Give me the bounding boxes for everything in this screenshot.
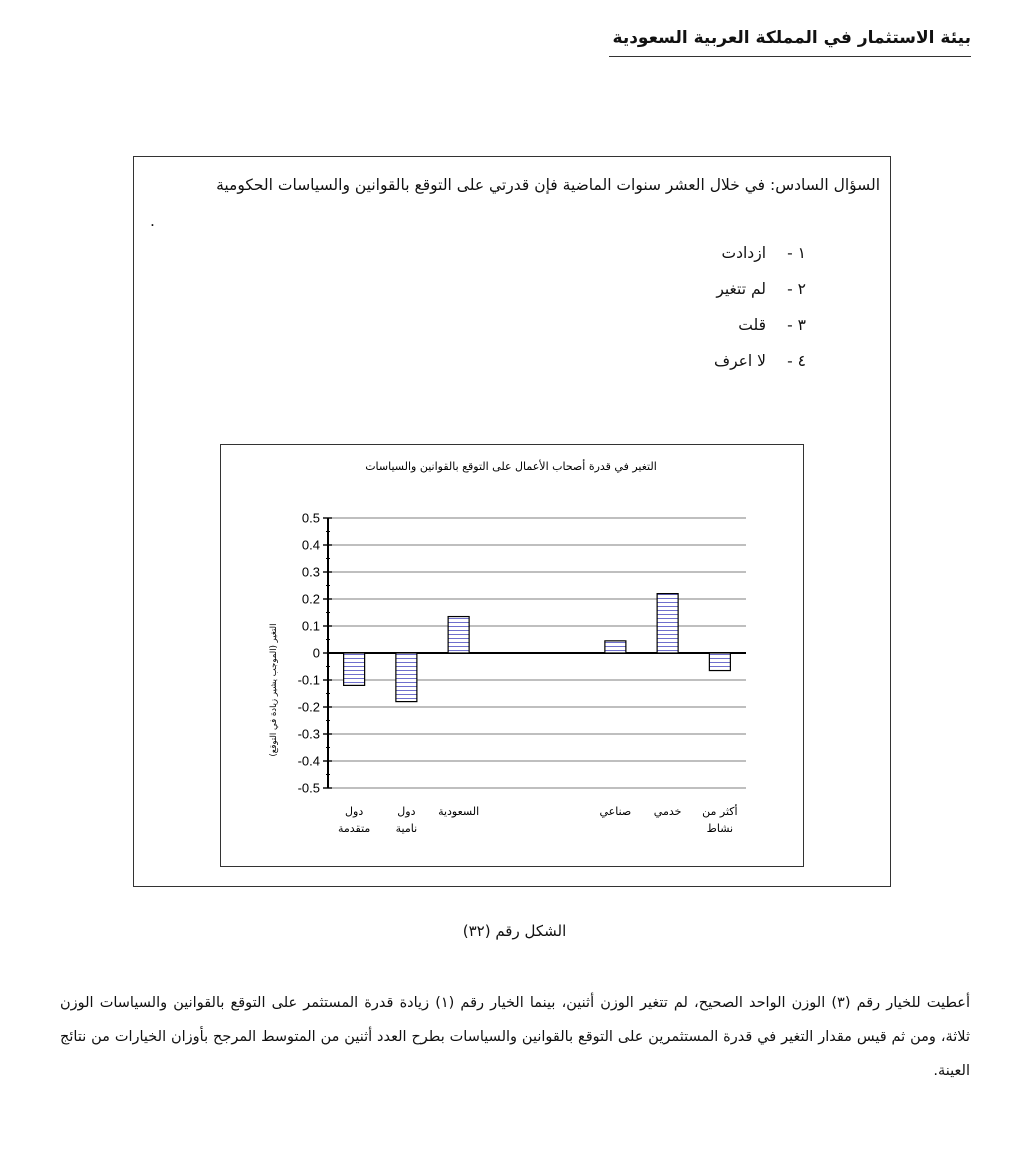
x-category-label: دول	[397, 805, 416, 818]
y-tick-label: -0.2	[297, 699, 320, 715]
option-label: لا اعرف	[714, 352, 766, 370]
x-category-label: صناعي	[599, 805, 632, 818]
y-tick-label: -0.4	[297, 753, 320, 769]
option-4	[646, 343, 806, 379]
option-number: ٤ -	[787, 352, 806, 370]
bar	[344, 653, 365, 685]
page-header-title: بيئة الاستثمار في المملكة العربية السعودية	[609, 28, 971, 57]
bar	[396, 653, 417, 702]
y-tick-label: 0.4	[301, 537, 320, 553]
option-1	[646, 235, 806, 271]
option-label: قلت	[738, 316, 766, 334]
option-number: ١ -	[787, 244, 806, 262]
option-number: ٢ -	[787, 280, 806, 298]
y-tick-label: 0.3	[301, 564, 320, 580]
y-tick-label: 0.1	[301, 618, 320, 634]
figure-caption: الشكل رقم (٣٢)	[462, 922, 567, 940]
bar-chart	[220, 444, 804, 867]
y-tick-label: 0.2	[301, 591, 320, 607]
x-category-label: نامية	[395, 822, 418, 835]
x-category-label: خدمي	[653, 805, 682, 818]
option-2	[646, 271, 806, 307]
body-paragraph: أعطيت للخيار رقم (٣) الوزن الواحد الصحيح، لم تتغير الوزن أثنين، بينما الخيار رقم (١) زيادة قدرة المستثمر على التوقع بالقوانين والسياسات الوزن ثلاثة، ومن ثم قيس مقدار التغير في قدرة المستثمرين على التوقع بالقوانين والسياسات بطرح العدد أثنين من المتوسط المرجح بأوزان الخيارات من نتائج العينة.	[60, 995, 970, 1079]
chart-svg	[221, 445, 802, 865]
question-box	[133, 156, 891, 887]
y-tick-label: -0.3	[297, 726, 320, 742]
bar	[709, 653, 730, 671]
y-tick-label: 0	[312, 645, 320, 661]
option-label: لم تتغير	[716, 280, 766, 298]
y-tick-label: -0.5	[297, 780, 320, 796]
question-trailing: .	[150, 212, 155, 230]
option-3	[646, 307, 806, 343]
chart-title: التغير في قدرة أصحاب الأعمال على التوقع بالقوانين والسياسات	[365, 460, 657, 473]
bar	[448, 617, 469, 653]
y-tick-label: -0.1	[297, 672, 320, 688]
x-category-label: نشاط	[706, 822, 734, 835]
bar	[605, 641, 626, 653]
chart-y-axis-label: التغير (الموجب يشير زيادة في التوقع)	[269, 623, 279, 757]
question-text	[150, 167, 880, 239]
answer-options	[646, 235, 806, 379]
x-category-label: متقدمة	[337, 822, 371, 835]
question-line: السؤال السادس: في خلال العشر سنوات الماضية فإن قدرتي على التوقع بالقوانين والسياسات الحكومية	[216, 176, 880, 194]
bar	[657, 594, 678, 653]
x-category-label: دول	[345, 805, 364, 818]
option-label: ازدادت	[721, 244, 766, 262]
x-category-label: السعودية	[438, 805, 480, 818]
option-number: ٣ -	[787, 316, 806, 334]
y-tick-label: 0.5	[301, 510, 320, 526]
x-category-label: أكثر من	[702, 805, 738, 818]
